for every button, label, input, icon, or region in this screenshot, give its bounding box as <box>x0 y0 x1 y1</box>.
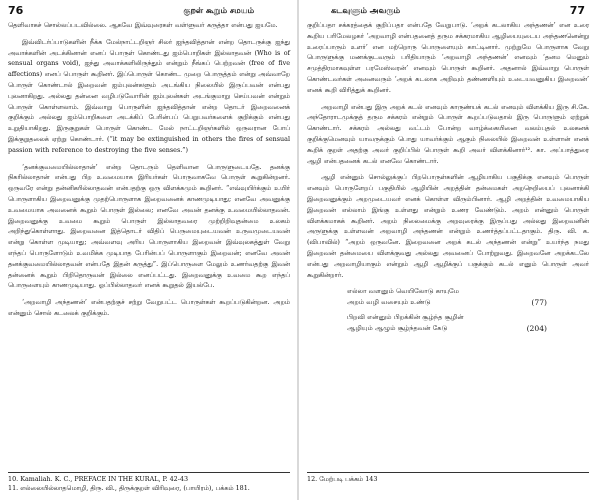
verse-text: ஆழியும் ஆழும் சூழ்ந்தவன் கேடு <box>347 324 448 333</box>
right-page <box>299 0 597 500</box>
footnote-10: 10. Kamaliah. K. C., PREFACE IN THE KURAL, P. 42-43 <box>8 475 189 483</box>
verse-line <box>347 312 547 323</box>
right-footnotes <box>307 472 589 484</box>
right-running-title: கடவுளும் அவரும் <box>331 6 401 15</box>
verse-number: (77) <box>531 298 547 308</box>
right-page-number: 77 <box>569 4 585 17</box>
verse-text: அறம் வழி வசையும் உண்டு <box>347 298 431 307</box>
left-running-title: குறள் கூறும் சமயம் <box>183 6 254 15</box>
left-footnotes <box>8 472 290 492</box>
left-paragraph-4: ‘அறவாழி அந்தணன்’ என்பதற்குச் சற்று வேறுபட்ட பொருள்கள் கூறப்படுகின்றன. அறம் என்னும் சொல் கடலைக் குறிக்கும். <box>8 298 290 317</box>
right-paragraph-3: ஆழி என்னும் சொல்லுக்குப் பிறபொருள்களின் ஆழியாகிய பகுதிக்கு எனவும் பொருள் எனவும் பொருளேறப் பகுதியில் ஆழியின் அறத்தின் தன்மைகள் அறநெறியைப் புலனாக்கி இறைவனுக்கும் அறமுடையவர் எனக் கொள்ள விரும்பினார். ஆழி அறத்தின் உவமையாகிய இறைவன் எல்லாம் இங்கு உள்ளது என்றும் உணர வேண்டும். அறம் என்னும் பொருள் விளக்கமாகக் கூறினர். அறம் நிலைமைக்கு அறவுரைக்கு இருப்பது அல்லது இறைவனின் அருளுக்கு உள்ளவன் அறவாழி அந்தணன் என்றும் உணர்த்தப்பட்டதாகும். திரு. வி. க. (விபாவில்) “அறம் ஒருவனே. இறைவனை அறக் கடல் அந்தணன் என்று” உயர்ந்த நமது இறைவன் தன்மையை விளக்குவது அல்லது அவனைப் போற்றுவது. இறைவனே அறக்கடலே என்பது அறவாழியாகும் என்றும் ஆழி ஆழிக்குப் பகுக்கும் கடல் எனும் பொருள் அவர் கூறுகின்றார். <box>307 173 589 279</box>
right-paragraph-2: அறவாழி என்பது இரு அறக் கடல் எனவும் காருண்யக் கடல் எனவும் விளக்கிய இரு சி.கே. அந்தோராடமுக்குத் தரும சக்கரம் என்றும் பொருள் கூறப்படுவதால் இரு பொருளும் ஏற்றுக் கொண்டார். சக்கரம் அல்லது வட்டம் போன்ற வாழ்க்கையினை வலம்புதல் உலகனக் குறிக்குமெனவும் யாவருக்கும் பொது யாவர்க்கும் ஆகும் நிலையில் இறைவன் உள்ளான் எனக் கூறிக் குறள் அதற்கு அவர் குறிப்பில் பொருள் கூறி அவர் விளக்கினார்¹². கா. அப்பாத்துரை ஆழி என்பதனைக் கடல் எனவே கொண்டார். <box>307 102 589 165</box>
verse-line <box>347 286 547 297</box>
kural-verse <box>347 286 589 334</box>
left-page-header <box>8 4 290 20</box>
left-page-number: 76 <box>8 4 24 17</box>
left-page <box>0 0 298 500</box>
footnote-12: 12. மேற்படி பக்கம் 143 <box>307 475 378 483</box>
verse-number: (204) <box>526 324 547 334</box>
right-page-header <box>307 4 589 20</box>
verse-line <box>347 297 547 308</box>
verse-text: பிறவி என்னும் பிறக்கின் சூழ்ந்த சூழின் <box>347 313 464 322</box>
verse-text: எல்லா வளனும் வெயிலோடு காயுமே <box>347 287 460 296</box>
left-paragraph-3: ‘தனக்குவமையில்லாதான்’ என்ற தொடரும் தெளிவான பொருளுடையதே. தனக்கு நிகரில்லாதான் என்பது பிற உவமையாக இரியர்கள் பொருவாகவே பொருள் கூறுகின்றனர். ஒருவரே என்று தன்னிகரில்லாதவன் என்பதற்கு ஒரு விளக்கமும் கூறினர். “எவ்வுயிர்க்கும் உயிர் பொருளாகிய இறைவனுக்கு முதற்பொருளாக இறைவனைக் காணமுடியாது; எனவே அவனுக்கு உவமையாக அவனைக் கூறும் பொருள் இல்லை; எனவே அவன் தனக்கு உவமையில்லாதவன். இறைவனுக்கு உவமை கூறும் பொருள் இல்லாதவரை முற்றிறிவுதன்மை உலகம் அறிந்துகொள்ளாது. இறைவனை இத்தொடர் விதிப் பெருமையுடையவன் உருவமுடையவன் என்று கொள்ள முடியாது; அவ்வளவு அரிய பொருளாகிய இறைவன் இவ்வுலகத்துள் வேறு எந்தப் பொருளோடும் உவமிக்க முடியாத பேரின்பப் பொருளாகும் இறைவன்; எனவே அவன் தனக்குவமையில்லாதவன் என்பதே இதன் கருத்து”. இப்பொருளை மேலும் உணர்வதற்கு இவன் தன்னைக் கூறும் பிறிதொருவன் இல்லை எனப்பட்டது. இறைவனுக்கு உவமை கூற எந்தப் பொருளையும் காணமுடியாது. ஓப்பில்லாதவர் எனக் கூறுதல் இயல்பே. <box>8 162 290 290</box>
footnote-11: 11. எல்லையில்லாதமொழி, திரு. வி., திருக்குறள் விரிவுரை, (பாயிரம்), பக்கம் 181. <box>8 483 250 492</box>
left-paragraph-2: இவ்விடர்ப்பாடுகளின் நீக்க மேல்நாட்டறிஞர் சிலர் ஐந்தவித்தான் என்ற தொடருக்கு ஐந்து அவாக்களின் அடக்கினான் எனப் பொருள் கொண்டது ஐம்பொறிகள் இல்லாதவன் (Who is of sensual organs void), ஐந்து அவாக்களிலிருந்தும் என்றும் நீங்கப் பெற்றவன் (free of five affections) எனப் பொருள் கூறினர். இப்பொருள் கொண்ட முறை பொருத்தம் என்று அவ்வாறே பொருள் கொண்டால் இறைவன் ஐம்புலன்களும் அடங்கிய நிலையில் இருப்பவன் என்பது புலனாகிறது. அல்லது தன்னை வழிபடுவோரின் ஐம்புலன்கள் அடங்குமாறு செய்பவன் என்றும் பொருள் கொள்ளலாம். இவ்வாறு பொருளின் ஐந்தவித்தான் என்ற தொடர் இறைவனைக் குறிக்கும் அல்லது ஐம்பொறிகளை அடக்கிப் பேரின்பப் பெறுபவர்களைக் குறிக்கும் என்பது உறுதியாகிறது. இருகுறுகள் பொருள் கொண்ட மேல் நாட்டறிஞர்களில் ஒருவரான போப் இக்குறுதலைக் ஏற்று கொண்டார். (“it may be extinguished in others the fires of sensual passion with reference to destroying the five senses.”) <box>8 37 290 154</box>
verse-line <box>347 323 547 334</box>
left-paragraph-1: தெளிவாகச் சொல்லப்படவில்லை. ஆகவே இவ்வுரைகள் வள்ளுவர் கருத்தா என்பது ஐயமே. <box>8 21 278 29</box>
right-paragraph-1: குறிப்பதா சக்கரத்தைக் குறிப்பதா என்பதே வேறுபாடு. ‘அறக் கடலாகிய அந்தணன்’ என உரை கூறிய பரிமேலழகர் ‘அறவாழி என்பதனைத் தரும சக்கரமாகிய ஆழியையுடைய அந்தணனென்று உரைப்பாரும் உளர்’ என மற்றொரு பொருளையும் காட்டினார். முற்றுமே பொருளாக வேறு பொருளுக்கு மணக்குடவரும் பரிதியாரும் ‘அறவாழி அந்தணன்’ எனவும் ‘தனம மெனும் சமுத்திரமாகவுள்ள பரமேஸ்வரன்’ எனவும் பொருள் கூறினர். அதனால் இவ்வாறு பொருள் கொண்டவர்கள் அனைவரும் ‘அறக் கடலாக அறிவும் தண்ணளியும் உடையவனுகிய இறைவன்’ எனக் கூறி விரித்துக் கூறினர். <box>307 21 589 94</box>
